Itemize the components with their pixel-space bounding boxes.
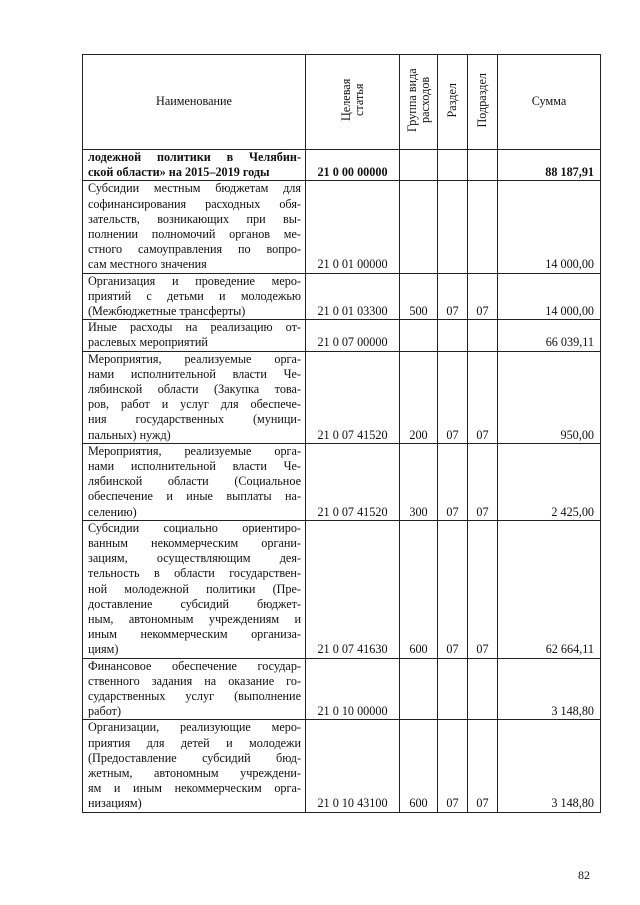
row-section: 07 bbox=[438, 351, 468, 443]
row-target: 21 0 00 00000 bbox=[306, 150, 400, 181]
row-name-line: ской области» на 2015–2019 годы bbox=[88, 165, 270, 180]
row-sum: 62 664,11 bbox=[498, 520, 601, 658]
row-subsection bbox=[468, 320, 498, 351]
row-sum: 950,00 bbox=[498, 351, 601, 443]
row-name-line: селению) bbox=[88, 504, 137, 519]
header-name: Наименование bbox=[83, 55, 306, 150]
row-sum: 88 187,91 bbox=[498, 150, 601, 181]
row-name-line: нами исполнительной власти Че- bbox=[88, 366, 301, 381]
row-group: 500 bbox=[400, 273, 438, 320]
row-name-line: Мероприятия, реализуемые орга- bbox=[88, 443, 301, 458]
row-name-line: жетным, автономным учреждени- bbox=[88, 765, 301, 780]
page-number: 82 bbox=[578, 868, 590, 882]
row-name-line: низациям) bbox=[88, 796, 142, 811]
row-name-line: софинансирования расходных обя- bbox=[88, 196, 301, 211]
table-row bbox=[83, 273, 601, 320]
row-name-line: (Предоставление субсидий бюд- bbox=[88, 750, 301, 765]
table-row bbox=[83, 320, 601, 351]
row-group bbox=[400, 181, 438, 273]
row-name bbox=[83, 150, 306, 181]
row-target: 21 0 07 00000 bbox=[306, 320, 400, 351]
row-name bbox=[83, 351, 306, 443]
row-name-line: пальных) нужд) bbox=[88, 427, 171, 442]
row-name-line: ния государственных (муници- bbox=[88, 412, 301, 427]
row-subsection bbox=[468, 658, 498, 720]
row-name-line: доставление субсидий бюджет- bbox=[88, 596, 301, 611]
row-group bbox=[400, 150, 438, 181]
row-target: 21 0 01 03300 bbox=[306, 273, 400, 320]
row-name-line: Организация и проведение меро- bbox=[88, 273, 301, 288]
header-section: Раздел bbox=[445, 82, 459, 118]
row-name-line: зациям, осуществляющим дея- bbox=[88, 551, 301, 566]
row-target: 21 0 10 00000 bbox=[306, 658, 400, 720]
table-header-row bbox=[83, 55, 601, 150]
row-sum: 3 148,80 bbox=[498, 658, 601, 720]
row-subsection: 07 bbox=[468, 520, 498, 658]
row-subsection: 07 bbox=[468, 443, 498, 520]
row-name-line: зательств, возникающих при вы- bbox=[88, 211, 301, 226]
row-target: 21 0 10 43100 bbox=[306, 720, 400, 812]
row-name-line: раслевых мероприятий bbox=[88, 335, 208, 350]
row-name-line: Организации, реализующие меро- bbox=[88, 720, 301, 735]
table-row bbox=[83, 181, 601, 273]
row-name-line: ров, работ и услуг для обеспече- bbox=[88, 397, 301, 412]
row-group bbox=[400, 320, 438, 351]
row-name-line: приятия для детей и молодежи bbox=[88, 735, 301, 750]
table-row bbox=[83, 520, 601, 658]
row-name-line: лябинской области (Социальное bbox=[88, 474, 301, 489]
header-group: Группа вида расходов bbox=[404, 68, 432, 132]
row-name-line: сударственных услуг (выполнение bbox=[88, 688, 301, 703]
row-subsection: 07 bbox=[468, 351, 498, 443]
row-sum: 14 000,00 bbox=[498, 273, 601, 320]
header-subsection-cell bbox=[468, 55, 498, 150]
row-name-line: лодежной политики в Челябин- bbox=[88, 150, 301, 164]
row-name-line: Субсидии местным бюджетам для bbox=[88, 181, 301, 196]
table-row bbox=[83, 658, 601, 720]
row-sum: 66 039,11 bbox=[498, 320, 601, 351]
row-name-line: лябинской области (Закупка това- bbox=[88, 381, 301, 396]
row-name-line: Иные расходы на реализацию от- bbox=[88, 320, 301, 335]
row-name bbox=[83, 520, 306, 658]
row-name-line: иным некоммерческим организа- bbox=[88, 627, 301, 642]
row-name-line: стного самоуправления по вопро- bbox=[88, 242, 301, 257]
row-sum: 14 000,00 bbox=[498, 181, 601, 273]
row-section bbox=[438, 658, 468, 720]
row-name-line: ственного задания на оказание го- bbox=[88, 673, 301, 688]
header-target: Целевая статья bbox=[338, 78, 366, 122]
row-section bbox=[438, 150, 468, 181]
row-name-line: ным, автономным учреждениям и bbox=[88, 611, 301, 626]
row-name-line: циям) bbox=[88, 642, 119, 657]
row-group: 200 bbox=[400, 351, 438, 443]
row-name-line: ванным некоммерческим органи- bbox=[88, 535, 301, 550]
row-sum: 2 425,00 bbox=[498, 443, 601, 520]
row-target: 21 0 07 41520 bbox=[306, 351, 400, 443]
row-section: 07 bbox=[438, 273, 468, 320]
row-group: 600 bbox=[400, 720, 438, 812]
header-sum: Сумма bbox=[498, 55, 601, 150]
row-name bbox=[83, 720, 306, 812]
row-section: 07 bbox=[438, 443, 468, 520]
row-name bbox=[83, 443, 306, 520]
header-section-cell bbox=[438, 55, 468, 150]
row-name-line: полнении полномочий органов ме- bbox=[88, 226, 301, 241]
row-subsection: 07 bbox=[468, 720, 498, 812]
row-subsection bbox=[468, 181, 498, 273]
row-name-line: ной молодежной политики (Пре- bbox=[88, 581, 301, 596]
row-name-line: Мероприятия, реализуемые орга- bbox=[88, 351, 301, 366]
table-row bbox=[83, 351, 601, 443]
row-section: 07 bbox=[438, 720, 468, 812]
row-group: 600 bbox=[400, 520, 438, 658]
row-subsection: 07 bbox=[468, 273, 498, 320]
table-row bbox=[83, 150, 601, 181]
row-name bbox=[83, 658, 306, 720]
header-subsection: Подраздел bbox=[475, 72, 489, 128]
row-subsection bbox=[468, 150, 498, 181]
row-name-line: (Межбюджетные трансферты) bbox=[88, 303, 246, 318]
row-target: 21 0 07 41520 bbox=[306, 443, 400, 520]
row-sum: 3 148,80 bbox=[498, 720, 601, 812]
row-group bbox=[400, 658, 438, 720]
header-target-cell bbox=[306, 55, 400, 150]
row-target: 21 0 07 41630 bbox=[306, 520, 400, 658]
header-group-cell bbox=[400, 55, 438, 150]
row-name-line: Субсидии социально ориентиро- bbox=[88, 520, 301, 535]
table-row bbox=[83, 443, 601, 520]
row-name-line: тельность в области государствен- bbox=[88, 566, 301, 581]
row-name bbox=[83, 273, 306, 320]
row-target: 21 0 01 00000 bbox=[306, 181, 400, 273]
budget-table bbox=[82, 54, 601, 813]
row-section bbox=[438, 320, 468, 351]
row-section: 07 bbox=[438, 520, 468, 658]
row-name-line: сам местного значения bbox=[88, 257, 207, 272]
table-row bbox=[83, 720, 601, 812]
row-name bbox=[83, 181, 306, 273]
row-group: 300 bbox=[400, 443, 438, 520]
row-name bbox=[83, 320, 306, 351]
row-section bbox=[438, 181, 468, 273]
row-name-line: приятий с детьми и молодежью bbox=[88, 288, 301, 303]
row-name-line: ям и иным некоммерческим орга- bbox=[88, 781, 301, 796]
row-name-line: Финансовое обеспечение государ- bbox=[88, 658, 301, 673]
row-name-line: обеспечение и иные выплаты на- bbox=[88, 489, 301, 504]
row-name-line: работ) bbox=[88, 704, 122, 719]
table-body bbox=[83, 150, 601, 813]
row-name-line: нами исполнительной власти Че- bbox=[88, 458, 301, 473]
